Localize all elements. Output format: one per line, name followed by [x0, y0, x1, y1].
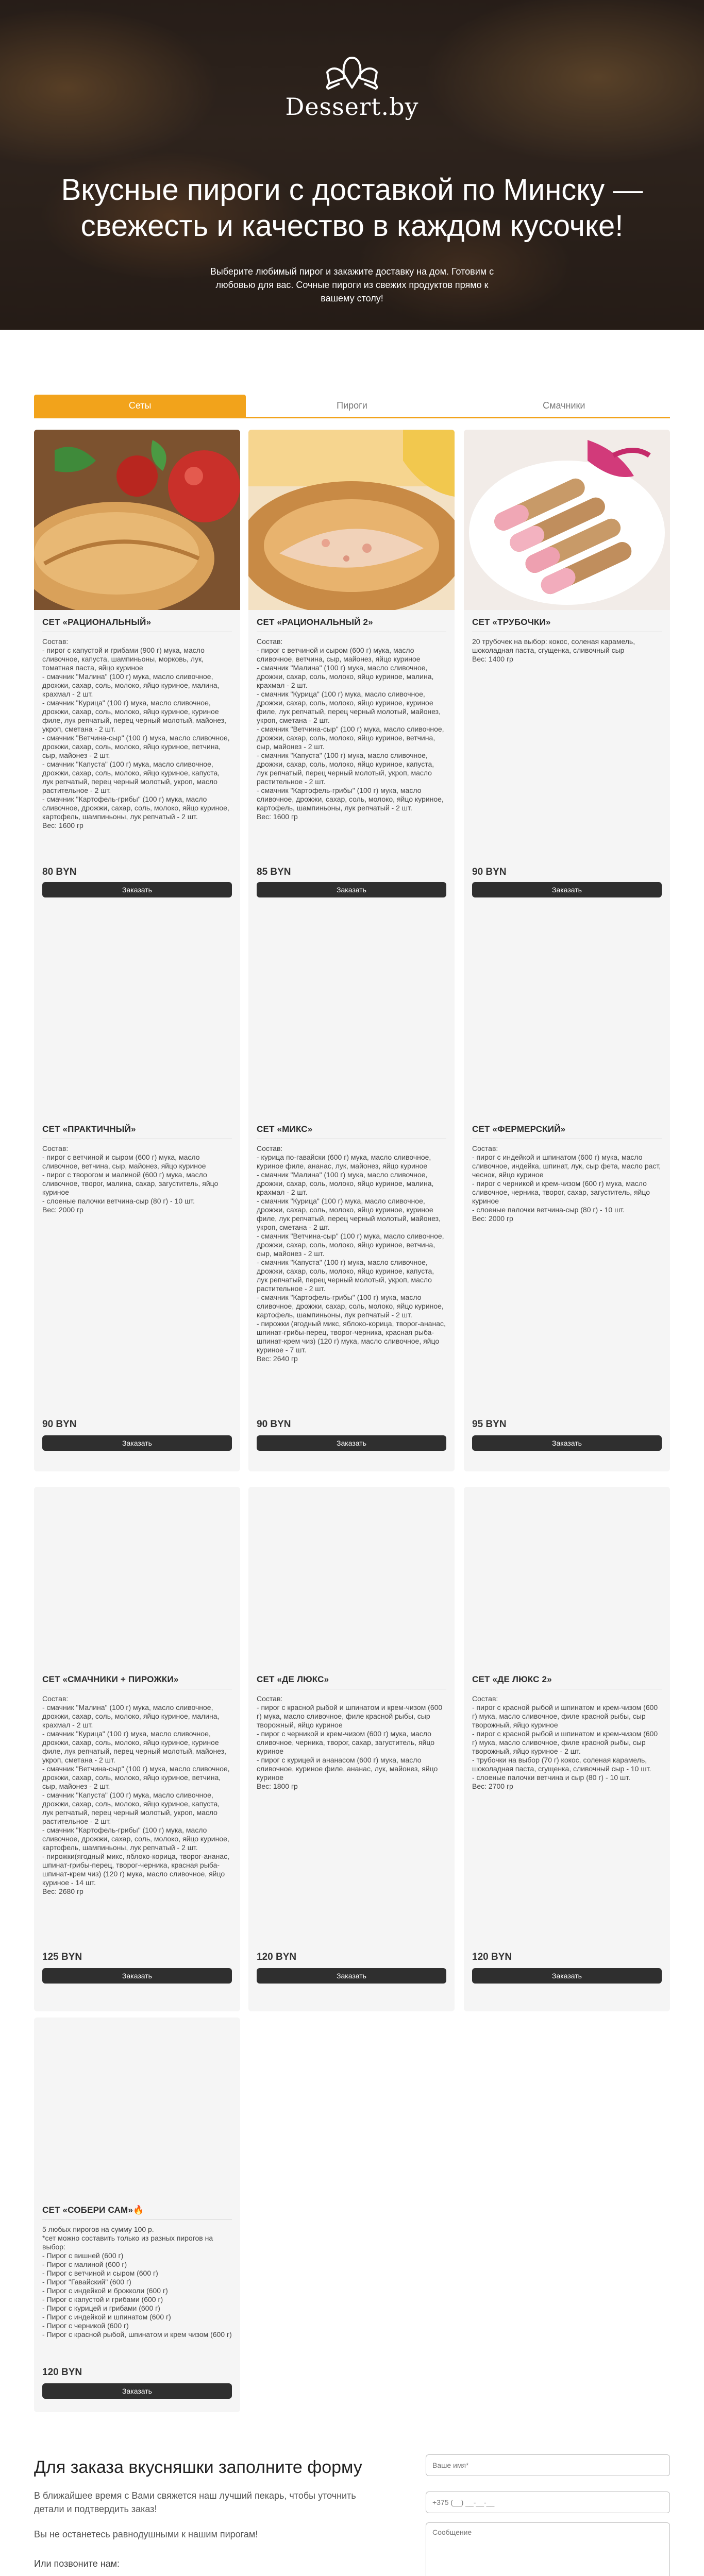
croissant-icon	[321, 52, 383, 93]
phone-input[interactable]	[426, 2492, 670, 2513]
product-description: Состав: - пирог с красной рыбой и шпинатом и крем-чизом (600 г) мука, масло сливочное, филе красной рыбы, сыр творожный, яйцо куриное - пирог с красной рыбой и шпинатом и крем-чизом (600 г) мука, масло сливочное, филе красной рыбы, сыр творожный, яйцо куриное - 2 шт. - трубочки на выбор (70 г) кокос, соленая карамель, шоколадная паста, сгущенка, сливочный сыр - 10 шт. - слоеные палочки ветчина и сыр (80 г) - 10 шт. Вес: 2700 гр	[472, 1694, 658, 1790]
product-info	[464, 1667, 670, 1791]
product-info	[464, 1117, 670, 1223]
product-card	[34, 430, 240, 948]
product-price: 120 BYN	[257, 1952, 297, 1962]
product-description: Состав: - пирог с капустой и грибами (900 г) мука, масло сливочное, капуста, шампиньоны, морковь, лук, томатная паста, яйцо куриное - смачник "Малина" (100 г) мука, масло сливочное, дрожжи, сахар, соль, молоко, яйцо куриное, малина, крахмал - 2 шт. - смачник "Курица" (100 г) мука, масло сливочное, дрожжи, сахар, соль, молоко, яйцо куриное, куриное филе, лук репчатый, перец черный молотый, майонез, укроп, сметана - 2 шт. - смачник "Ветчина-сыр" (100 г) мука, масло сливочное, дрожжи, сахар, соль, молоко, яйцо куриное, ветчина, сыр, майонез - 2 шт. - смачник "Капуста" (100 г) мука, масло сливочное, дрожжи, сахар, соль, молоко, яйцо куриное, капуста, лук репчатый, перец черный молотый, укроп, масло растительное - 2 шт. - смачник "Картофель-грибы" (100 г) мука, масло сливочное, дрожжи, сахар, соль, молоко, яйцо куриное, картофель, шампиньоны, лук репчатый - 2 шт. Вес: 1600 гр	[42, 637, 230, 829]
call-label: Или позвоните нам:	[34, 2558, 120, 2569]
product-title: СЕТ «ФЕРМЕРСКИЙ»	[472, 1124, 662, 1139]
product-title: СЕТ «ПРАКТИЧНЫЙ»	[42, 1124, 232, 1139]
product-description: Состав: - смачник "Малина" (100 г) мука, масло сливочное, дрожжи, сахар, соль, молоко, яйцо куриное, малина, крахмал - 2 шт. - смачник "Курица" (100 г) мука, масло сливочное, дрожжи, сахар, соль, молоко, яйцо куриное, куриное филе, лук репчатый, перец черный молотый, майонез, укроп, сметана - 2 шт. - смачник "Ветчина-сыр" (100 г) мука, масло сливочное, дрожжи, сахар, соль, молоко, яйцо куриное, ветчина, сыр, майонез - 2 шт. - смачник "Капуста" (100 г) мука, масло сливочное, дрожжи, сахар, соль, молоко, яйцо куриное, капуста, лук репчатый, перец черный молотый, укроп, масло растительное - 2 шт. - смачник "Картофель-грибы" (100 г) мука, масло сливочное, дрожжи, сахар, соль, молоко, яйцо куриное, картофель, шампиньоны, лук репчатый - 2 шт. - пирожки(ягодный микс, яблоко-корица, творог-ананас, шпинат-грибы-перец, творог-черника, красная рыба-шпинат-крем чиз) (120 г) мука, масло сливочное, яйцо куриное - 14 шт. Вес: 2680 гр	[42, 1694, 230, 1895]
product-title: СЕТ «ДЕ ЛЮКС 2»	[472, 1674, 662, 1689]
product-card	[248, 1487, 455, 2011]
product-card	[248, 937, 455, 1471]
order-form-title: Для заказа вкусняшки заполните форму	[34, 2458, 362, 2477]
product-card	[464, 430, 670, 948]
message-input[interactable]	[426, 2522, 670, 2576]
order-button[interactable]: Заказать	[472, 1968, 662, 1984]
product-description: 20 трубочек на выбор: кокос, соленая карамель, шоколадная паста, сгущенка, сливочный сыр Вес: 1400 гр	[472, 637, 635, 663]
product-card	[34, 1487, 240, 2011]
product-card	[34, 937, 240, 1471]
product-description: Состав: - пирог с ветчиной и сыром (600 г) мука, масло сливочное, ветчина, сыр, майонез, яйцо куриное - смачник "Малина" (100 г) мука, масло сливочное, дрожжи, сахар, соль, молоко, яйцо куриное, малина, крахмал - 2 шт. - смачник "Курица" (100 г) мука, масло сливочное, дрожжи, сахар, соль, молоко, яйцо куриное, куриное филе, лук репчатый, перец черный молотый, майонез, укроп, сметана - 2 шт. - смачник "Ветчина-сыр" (100 г) мука, масло сливочное, дрожжи, сахар, соль, молоко, яйцо куриное, ветчина, сыр, майонез - 2 шт. - смачник "Капуста" (100 г) мука, масло сливочное, дрожжи, сахар, соль, молоко, яйцо куриное, капуста, лук репчатый, перец черный молотый, укроп, масло растительное - 2 шт. - смачник "Картофель-грибы" (100 г) мука, масло сливочное, дрожжи, сахар, соль, молоко, яйцо куриное, картофель, шампиньоны, лук репчатый - 2 шт. Вес: 1600 гр	[257, 637, 444, 821]
hero-title: Вкусные пироги с доставкой по Минску — свежесть и качество в каждом кусочке!	[61, 173, 643, 243]
product-image	[464, 430, 670, 610]
tab-smachniki[interactable]: Смачники	[543, 400, 585, 411]
product-price: 90 BYN	[472, 867, 507, 877]
product-price: 95 BYN	[472, 1419, 507, 1430]
product-price: 125 BYN	[42, 1952, 82, 1962]
hero-section	[0, 0, 704, 330]
product-image	[464, 937, 670, 1117]
product-info	[34, 2198, 240, 2339]
product-price: 120 BYN	[42, 2367, 82, 2378]
product-photo	[464, 430, 670, 610]
order-button[interactable]: Заказать	[42, 2383, 232, 2399]
order-form-text: В ближайшее время с Вами свяжется наш лучший пекарь, чтобы уточнить детали и подтвердить заказ!	[34, 2490, 356, 2514]
order-button[interactable]: Заказать	[472, 1435, 662, 1451]
logo-text: Dessert.by	[285, 93, 419, 121]
product-card	[34, 2018, 240, 2412]
logo[interactable]	[0, 0, 704, 121]
product-title: СЕТ «РАЦИОНАЛЬНЫЙ 2»	[257, 617, 446, 632]
product-image	[248, 937, 455, 1117]
product-title: СЕТ «МИКС»	[257, 1124, 446, 1139]
hero-subtitle: Выберите любимый пирог и закажите доставку на дом. Готовим с любовью для вас. Сочные пироги из свежих продуктов прямо к вашему столу!	[210, 266, 494, 303]
product-title: СЕТ «СОБЕРИ САМ»🔥	[42, 2205, 232, 2220]
product-photo	[248, 430, 455, 610]
name-input[interactable]	[426, 2454, 670, 2476]
product-image	[248, 430, 455, 610]
order-button[interactable]: Заказать	[42, 1968, 232, 1984]
product-info	[34, 1667, 240, 1896]
product-description: 5 любых пирогов на сумму 100 р. *сет можно составить только из разных пирогов на выбор: - Пирог с вишней (600 г) - Пирог с малиной (600 г) - Пирог с ветчиной и сыром (600 г) - Пирог "Гавайский" (600 г) - Пирог с индейкой и брокколи (600 г) - Пирог с капустой и грибами (600 г) - Пирог с курицей и грибами (600 г) - Пирог с индейкой и шпинатом (600 г) - Пирог с черникой (600 г) - Пирог с красной рыбой, шпинатом и крем чизом (600 г)	[42, 2225, 232, 2338]
order-form	[426, 2454, 670, 2576]
product-description: Состав: - пирог с ветчиной и сыром (600 г) мука, масло сливочное, ветчина, сыр, майонез, яйцо куриное - пирог с творогом и малиной (600 г) мука, масло сливочное, творог, малина, сахар, загуститель, яйцо куриное - слоеные палочки ветчина-сыр (80 г) - 10 шт. Вес: 2000 гр	[42, 1144, 219, 1214]
category-tabs	[34, 395, 670, 418]
order-button[interactable]: Заказать	[257, 1435, 446, 1451]
order-button[interactable]: Заказать	[257, 882, 446, 897]
product-photo	[34, 430, 240, 610]
product-title: СЕТ «ТРУБОЧКИ»	[472, 617, 662, 632]
product-description: Состав: - курица по-гавайски (600 г) мука, масло сливочное, куриное филе, ананас, лук, майонез, яйцо куриное - смачник "Малина" (100 г) мука, масло сливочное, дрожжи, сахар, соль, молоко, яйцо куриное, малина, крахмал - 2 шт. - смачник "Курица" (100 г) мука, масло сливочное, дрожжи, сахар, соль, молоко, яйцо куриное, куриное филе, лук репчатый, перец черный молотый, майонез, укроп, сметана - 2 шт. - смачник "Ветчина-сыр" (100 г) мука, масло сливочное, дрожжи, сахар, соль, молоко, яйцо куриное, ветчина, сыр, майонез - 2 шт. - смачник "Капуста" (100 г) мука, масло сливочное, дрожжи, сахар, соль, молоко, яйцо куриное, капуста, лук репчатый, перец черный молотый, укроп, масло растительное - 2 шт. - смачник "Картофель-грибы" (100 г) мука, масло сливочное, дрожжи, сахар, соль, молоко, яйцо куриное, картофель, шампиньоны, лук репчатый - 2 шт. - пирожки (ягодный микс, яблоко-корица, творог-ананас, шпинат-грибы-перец, творог-черника, красная рыба-шпинат-крем чиз) (120 г) мука, масло сливочное, яйцо куриное - 7 шт. Вес: 2640 гр	[257, 1144, 446, 1363]
product-info	[34, 610, 240, 830]
product-info	[464, 610, 670, 664]
product-image	[34, 1487, 240, 1667]
product-image	[34, 2018, 240, 2198]
tab-sets[interactable]: Сеты	[34, 395, 246, 417]
order-button[interactable]: Заказать	[257, 1968, 446, 1984]
product-price: 80 BYN	[42, 867, 77, 877]
product-card	[464, 1487, 670, 2011]
product-image	[464, 1487, 670, 1667]
product-description: Состав: - пирог с индейкой и шпинатом (600 г) мука, масло сливочное, индейка, шпинат, лук, сыр фета, масло раст, чеснок, яйцо куриное - пирог с черникой и крем-чизом (600 г) мука, масло сливочное, черника, творог, сахар, загуститель, яйцо куриное - слоеные палочки ветчина-сыр (80 г) - 10 шт. Вес: 2000 гр	[472, 1144, 661, 1223]
order-form-info	[34, 2458, 415, 2576]
product-info	[34, 1117, 240, 1214]
product-price: 120 BYN	[472, 1952, 512, 1962]
product-card	[248, 430, 455, 948]
product-image	[34, 937, 240, 1117]
hero-content	[0, 0, 704, 305]
order-form-text-2: Вы не останетесь равнодушными к нашим пирогам!	[34, 2529, 258, 2539]
order-button[interactable]: Заказать	[42, 1435, 232, 1451]
product-card	[464, 937, 670, 1471]
product-price: 85 BYN	[257, 867, 291, 877]
tab-pies[interactable]: Пироги	[337, 400, 367, 411]
product-info	[248, 610, 455, 821]
product-price: 90 BYN	[42, 1419, 77, 1430]
order-button[interactable]: Заказать	[42, 882, 232, 897]
product-info	[248, 1117, 455, 1363]
product-title: СЕТ «ДЕ ЛЮКС»	[257, 1674, 446, 1689]
product-image	[34, 430, 240, 610]
product-image	[248, 1487, 455, 1667]
product-title: СЕТ «СМАЧНИКИ + ПИРОЖКИ»	[42, 1674, 232, 1689]
product-price: 90 BYN	[257, 1419, 291, 1430]
product-title: СЕТ «РАЦИОНАЛЬНЫЙ»	[42, 617, 232, 632]
product-info	[248, 1667, 455, 1791]
product-description: Состав: - пирог с красной рыбой и шпинатом и крем-чизом (600 г) мука, масло сливочное, филе красной рыбы, сыр творожный, яйцо куриное - пирог с черникой и крем-чизом (600 г) мука, масло сливочное, черника, творог, сахар, загуститель, яйцо куриное - пирог с курицей и ананасом (600 г) мука, масло сливочное, куриное филе, ананас, лук, майонез, яйцо куриное Вес: 1800 гр	[257, 1694, 443, 1790]
order-button[interactable]: Заказать	[472, 882, 662, 897]
